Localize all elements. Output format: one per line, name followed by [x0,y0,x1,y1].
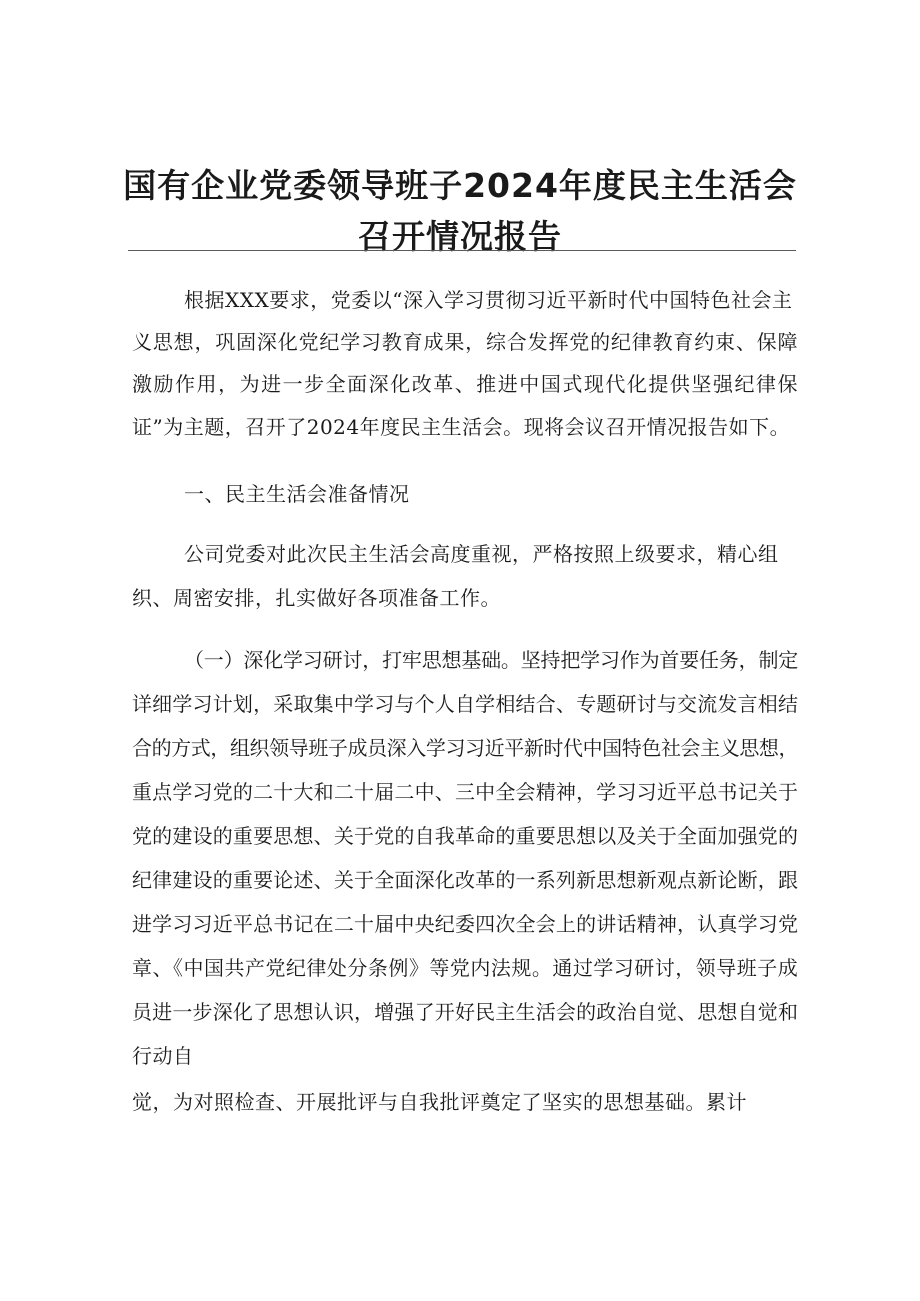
paragraph-line: 织、周密安排，扎实做好各项准备工作。 [132,586,501,610]
paragraph-line: 激励作用，为进一步全面深化改革、推进中国式现代化提供坚强纪律保 [132,372,798,396]
paragraph-line: （一）深化学习研讨，打牢思想基础。坚持把学习作为首要任务，制定 [184,648,798,672]
document-title-line-2: 召开情况报告 [358,217,562,256]
paragraph-line: 公司党委对此次民主生活会高度重视，严格按照上级要求，精心组 [184,542,779,566]
document-title-line-1: 国有企业党委领导班子2024年度民主生活会 [123,166,797,205]
paragraph-line: 详细学习计划，采取集中学习与个人自学相结合、专题研讨与交流发言相结 [132,692,798,716]
paragraph-line: 党的建设的重要思想、关于党的自我革命的重要思想以及关于全面加强党的 [132,824,798,848]
title-divider [128,250,796,251]
paragraph-line: 合的方式，组织领导班子成员深入学习习近平新时代中国特色社会主义思想， [132,736,798,760]
paragraph-line: 章、《中国共产党纪律处分条例》等党内法规。通过学习研讨，领导班子成 [132,956,798,980]
paragraph-line: 纪律建设的重要论述、关于全面深化改革的一系列新思想新观点新论断，跟 [132,868,798,892]
paragraph-line: 进学习习近平总书记在二十届中央纪委四次全会上的讲话精神，认真学习党 [132,912,798,936]
paragraph-line: 行动自 [132,1044,194,1068]
paragraph-line: 证”为主题，召开了2024年度民主生活会。现将会议召开情况报告如下。 [132,415,791,439]
paragraph-line: 重点学习党的二十大和二十届二中、三中全会精神，学习习近平总书记关于 [132,780,798,804]
paragraph-line: 义思想，巩固深化党纪学习教育成果，综合发挥党的纪律教育约束、保障 [132,330,798,354]
paragraph-line: 根据XXX要求，党委以“深入学习贯彻习近平新时代中国特色社会主 [184,288,793,312]
paragraph-line: 员进一步深化了思想认识，增强了开好民主生活会的政治自觉、思想自觉和 [132,1000,798,1024]
section-heading: 一、民主生活会准备情况 [184,482,410,506]
paragraph-line: 觉，为对照检查、开展批评与自我批评奠定了坚实的思想基础。累计 [132,1090,747,1114]
